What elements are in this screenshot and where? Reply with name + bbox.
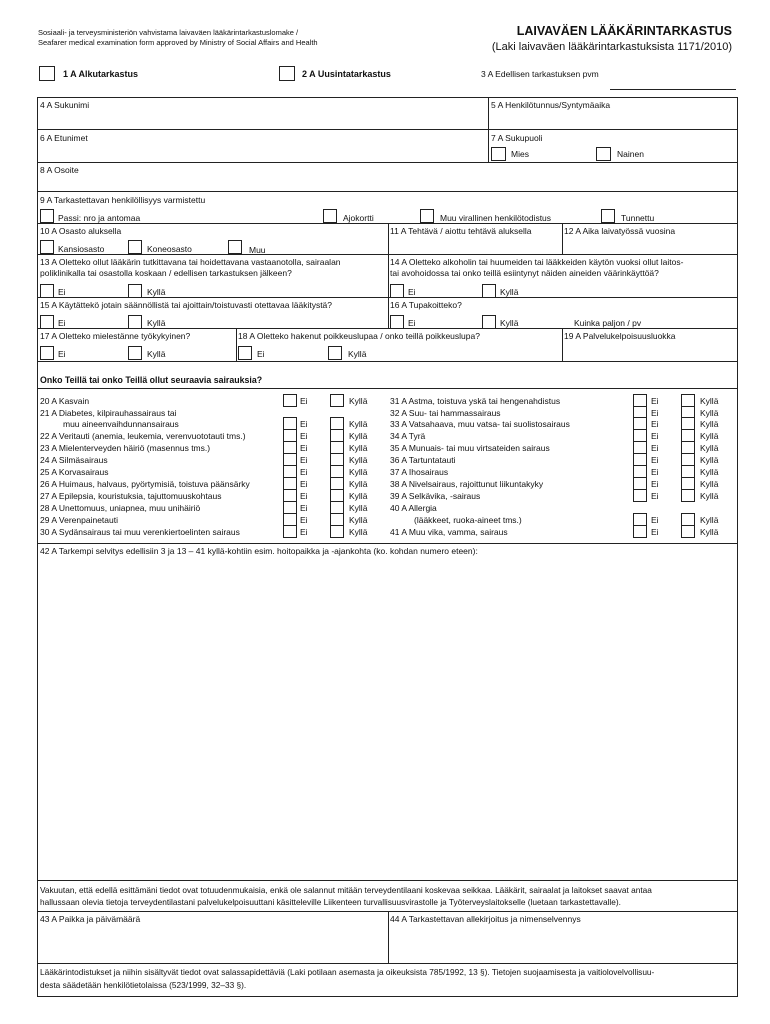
disease-right-label-3: 34 A Tyrä (390, 431, 426, 441)
disease-left-yes-label-4: Kyllä (349, 443, 368, 453)
disease-right-label-2: 33 A Vatsahaava, muu vatsa- tai suolistosairaus (390, 419, 570, 429)
disease-left-no-label-9: Ei (300, 503, 308, 513)
footer-line2: desta säädetään henkilötietolaissa (523/1999, 32–33 §). (40, 980, 247, 990)
ssn-label: 5 A Henkilötunnus/Syntymäaika (491, 100, 611, 110)
disease-left-label-2: muu aineenvaihdunnansairaus (63, 419, 179, 429)
signature-label: 44 A Tarkastettavan allekirjoitus ja nimenselvennys (390, 914, 581, 924)
disease-right-no-label-4: Ei (651, 443, 659, 453)
disease-right-no-label-0: Ei (651, 396, 659, 406)
q16-no-label: Ei (408, 318, 416, 328)
disease-right-yes-label-5: Kyllä (700, 455, 719, 465)
disease-left-no-label-2: Ei (300, 419, 308, 429)
deck-dept-label: Kansiosasto (58, 244, 105, 254)
engine-dept-label: Koneosasto (147, 244, 192, 254)
address-label: 8 A Osoite (40, 165, 79, 175)
q15-yes-checkbox[interactable] (128, 315, 142, 329)
disease-right-yes-label-0: Kyllä (700, 396, 719, 406)
disease-left-no-label-0: Ei (300, 396, 308, 406)
disease-right-no-label-5: Ei (651, 455, 659, 465)
disease-left-no-label-5: Ei (300, 455, 308, 465)
disease-right-yes-label-4: Kyllä (700, 443, 719, 453)
q16-label: 16 A Tupakoitteko? (390, 300, 462, 310)
disease-right-yes-label-11: Kyllä (700, 527, 719, 537)
service-class-field[interactable] (564, 341, 735, 360)
q15-label: 15 A Käytättekö jotain säännöllistä tai ajoittain/toistuvasti otettavaa lääkitystä? (40, 300, 333, 310)
initial-exam-checkbox[interactable] (39, 66, 55, 81)
q13-line1: 13 A Oletteko ollut lääkärin tutkittavana tai hoidettavana vastaanotolla, sairaalan (40, 257, 341, 267)
disease-left-no-label-8: Ei (300, 491, 308, 501)
other-id-checkbox[interactable] (420, 209, 434, 223)
disease-left-no-label-10: Ei (300, 515, 308, 525)
q18-no-label: Ei (257, 349, 265, 359)
q14-no-checkbox[interactable] (390, 284, 404, 298)
disease-right-yes-label-3: Kyllä (700, 431, 719, 441)
disease-left-yes-checkbox-11[interactable] (330, 525, 344, 538)
disease-right-no-label-2: Ei (651, 419, 659, 429)
q18-no-checkbox[interactable] (238, 346, 252, 360)
declaration-line1: Vakuutan, että edellä esittämäni tiedot ovat totuudenmukaisia, enkä ole salannut mitään terveydentilaani koskevaa seikkaa. Lääkärit, sairaalat ja laitokset saavat antaa (40, 885, 652, 895)
disease-right-label-4: 35 A Munuais- tai muu virtsateiden sairaus (390, 443, 550, 453)
disease-right-yes-label-1: Kyllä (700, 408, 719, 418)
q15-no-label: Ei (58, 318, 66, 328)
passport-checkbox[interactable] (40, 209, 54, 223)
disease-right-no-label-6: Ei (651, 467, 659, 477)
q18-label: 18 A Oletteko hakenut poikkeuslupaa / onko teillä poikkeuslupa? (238, 331, 480, 341)
disease-left-label-9: 28 A Unettomuus, uniapnea, muu unihäiriö (40, 503, 201, 513)
service-class-label: 19 A Palvelukelpoisuusluokka (564, 331, 676, 341)
q17-no-label: Ei (58, 349, 66, 359)
identity-verified-label: 9 A Tarkastettavan henkilöllisyys varmistettu (40, 195, 206, 205)
q14-line1: 14 A Oletteko alkoholin tai huumeiden tai lääkkeiden käytön vuoksi ollut laitos- (390, 257, 684, 267)
driving-licence-label: Ajokortti (343, 213, 374, 223)
renewal-exam-label: 2 A Uusintatarkastus (302, 69, 391, 79)
disease-right-no-checkbox-8[interactable] (633, 489, 647, 502)
declaration-line2: hallussaan olevia tietoja terveydentilastani palvelukelpoisuuttani käsitteleville Liikenteen turvallisuusvirastolle ja Työterveyslaitokselle (luetaan tarkastettavalle). (40, 897, 621, 907)
q16-amount-label: Kuinka paljon / pv (574, 318, 642, 328)
gender-female-label: Nainen (617, 149, 644, 159)
disease-right-no-label-3: Ei (651, 431, 659, 441)
disease-right-no-label-8: Ei (651, 491, 659, 501)
signature-field[interactable] (390, 924, 735, 962)
ssn-field[interactable] (490, 110, 735, 128)
disease-left-yes-label-6: Kyllä (349, 467, 368, 477)
q17-label: 17 A Oletteko mielestänne työkykyinen? (40, 331, 191, 341)
disease-right-no-label-10: Ei (651, 515, 659, 525)
disease-left-label-10: 29 A Verenpainetauti (40, 515, 118, 525)
duty-on-board-label: 11 A Tehtävä / aiottu tehtävä aluksella (390, 226, 532, 236)
q13-line2: poliklinikalla tai osastolla koskaan / edellisen tarkastuksen jälkeen? (40, 268, 292, 278)
disease-right-no-checkbox-11[interactable] (633, 525, 647, 538)
disease-left-label-8: 27 A Epilepsia, kouristuksia, tajuttomuuskohtaus (40, 491, 222, 501)
disease-left-label-1: 21 A Diabetes, kilpirauhassairaus tai (40, 408, 177, 418)
disease-left-no-label-7: Ei (300, 479, 308, 489)
disease-left-no-label-3: Ei (300, 431, 308, 441)
q14-line2: tai avohoidossa tai onko teillä esiintynyt näiden aineiden väärinkäyttöä? (390, 268, 659, 278)
disease-left-no-label-4: Ei (300, 443, 308, 453)
q17-no-checkbox[interactable] (40, 346, 54, 360)
disease-left-no-label-6: Ei (300, 467, 308, 477)
first-names-field[interactable] (38, 143, 487, 161)
q14-yes-checkbox[interactable] (482, 284, 496, 298)
disease-right-label-8: 39 A Selkävika, -sairaus (390, 491, 481, 501)
place-date-label: 43 A Paikka ja päivämäärä (40, 914, 141, 924)
disease-left-yes-label-11: Kyllä (349, 527, 368, 537)
disease-left-label-6: 25 A Korvasairaus (40, 467, 109, 477)
disease-right-yes-label-8: Kyllä (700, 491, 719, 501)
diseases-heading: Onko Teillä tai onko Teillä ollut seuraavia sairauksia? (40, 375, 263, 385)
ministry-line-2: Seafarer medical examination form approved by Ministry of Social Affairs and Health (38, 38, 318, 47)
q42-label: 42 A Tarkempi selvitys edellisiin 3 ja 13 – 41 kyllä-kohtiin esim. hoitopaikka ja -ajankohta (ko. kohdan numero eteen): (40, 546, 478, 556)
disease-right-label-6: 37 A Ihosairaus (390, 467, 449, 477)
q42-details-area[interactable] (38, 557, 735, 878)
ministry-line-1: Sosiaali- ja terveysministeriön vahvistama laivaväen lääkärintarkastuslomake / (38, 28, 299, 37)
q17-yes-checkbox[interactable] (128, 346, 142, 360)
disease-left-no-checkbox-11[interactable] (283, 525, 297, 538)
disease-left-no-label-11: Ei (300, 527, 308, 537)
disease-right-yes-checkbox-11[interactable] (681, 525, 695, 538)
known-person-checkbox[interactable] (601, 209, 615, 223)
disease-right-label-5: 36 A Tartuntatauti (390, 455, 456, 465)
place-date-field[interactable] (38, 924, 386, 962)
q16-yes-checkbox[interactable] (482, 315, 496, 329)
disease-right-label-11: 41 A Muu vika, vamma, sairaus (390, 527, 508, 537)
disease-right-no-label-7: Ei (651, 479, 659, 489)
years-at-sea-label: 12 A Aika laivatyössä vuosina (564, 226, 676, 236)
disease-left-yes-label-0: Kyllä (349, 396, 368, 406)
disease-left-yes-label-5: Kyllä (349, 455, 368, 465)
engine-dept-checkbox[interactable] (128, 240, 142, 254)
other-id-label: Muu virallinen henkilötodistus (440, 213, 552, 223)
disease-left-label-3: 22 A Veritauti (anemia, leukemia, verenvuototauti tms.) (40, 431, 246, 441)
duty-on-board-field[interactable] (390, 236, 560, 253)
q13-no-label: Ei (58, 287, 66, 297)
previous-exam-date-label: 3 A Edellisen tarkastuksen pvm (481, 69, 599, 79)
previous-exam-date-line[interactable] (610, 89, 736, 90)
first-names-label: 6 A Etunimet (40, 133, 88, 143)
disease-right-no-label-1: Ei (651, 408, 659, 418)
disease-left-yes-label-3: Kyllä (349, 431, 368, 441)
q16-yes-label: Kyllä (500, 318, 519, 328)
known-person-label: Tunnettu (621, 213, 655, 223)
form-subtitle: (Laki laivaväen lääkärintarkastuksista 1171/2010) (491, 41, 732, 53)
disease-right-label-10: (lääkkeet, ruoka-aineet tms.) (414, 515, 522, 525)
q15-yes-label: Kyllä (147, 318, 166, 328)
gender-male-label: Mies (511, 149, 529, 159)
disease-left-label-0: 20 A Kasvain (40, 396, 90, 406)
other-dept-label: Muu (249, 245, 266, 255)
q18-yes-checkbox[interactable] (328, 346, 342, 360)
deck-dept-checkbox[interactable] (40, 240, 54, 254)
surname-label: 4 A Sukunimi (40, 100, 90, 110)
disease-left-label-11: 30 A Sydänsairaus tai muu verenkiertoelinten sairaus (40, 527, 240, 537)
q18-yes-label: Kyllä (348, 349, 367, 359)
disease-right-label-9: 40 A Allergia (390, 503, 437, 513)
disease-right-yes-label-2: Kyllä (700, 419, 719, 429)
disease-right-yes-label-6: Kyllä (700, 467, 719, 477)
gender-label: 7 A Sukupuoli (491, 133, 543, 143)
q13-no-checkbox[interactable] (40, 284, 54, 298)
passport-label: Passi: nro ja antomaa (58, 213, 141, 223)
form-title: LAIVAVÄEN LÄÄKÄRINTARKASTUS (516, 24, 732, 38)
q14-yes-label: Kyllä (500, 287, 519, 297)
q14-no-label: Ei (408, 287, 416, 297)
disease-left-yes-label-10: Kyllä (349, 515, 368, 525)
driving-licence-checkbox[interactable] (323, 209, 337, 223)
q13-yes-checkbox[interactable] (128, 284, 142, 298)
disease-left-no-checkbox-0[interactable] (283, 394, 297, 407)
address-field[interactable] (38, 175, 735, 190)
disease-right-label-0: 31 A Astma, toistuva yskä tai hengenahdistus (390, 396, 561, 406)
disease-right-yes-label-7: Kyllä (700, 479, 719, 489)
q13-yes-label: Kyllä (147, 287, 166, 297)
disease-right-yes-checkbox-8[interactable] (681, 489, 695, 502)
disease-left-yes-label-7: Kyllä (349, 479, 368, 489)
disease-right-label-7: 38 A Nivelsairaus, rajoittunut liikuntakyky (390, 479, 544, 489)
footer-line1: Lääkärintodistukset ja niihin sisältyvät tiedot ovat salassapidettäviä (Laki potilaan asemasta ja oikeuksista 785/1992, 13 §). Tietojen suojaamisesta ja vaitiolovelvollisuu- (40, 967, 655, 977)
renewal-exam-checkbox[interactable] (279, 66, 295, 81)
disease-right-label-1: 32 A Suu- tai hammassairaus (390, 408, 501, 418)
disease-left-label-7: 26 A Huimaus, halvaus, pyörtymisiä, toistuva päänsärky (40, 479, 250, 489)
department-label: 10 A Osasto aluksella (40, 226, 122, 236)
disease-left-yes-checkbox-0[interactable] (330, 394, 344, 407)
gender-female-checkbox[interactable] (596, 147, 611, 161)
disease-right-yes-label-10: Kyllä (700, 515, 719, 525)
disease-left-yes-label-9: Kyllä (349, 503, 368, 513)
q17-yes-label: Kyllä (147, 349, 166, 359)
initial-exam-label: 1 A Alkutarkastus (63, 69, 139, 79)
disease-right-no-label-11: Ei (651, 527, 659, 537)
q16-no-checkbox[interactable] (390, 315, 404, 329)
years-at-sea-field[interactable] (564, 236, 735, 253)
disease-left-label-5: 24 A Silmäsairaus (40, 455, 108, 465)
disease-left-yes-label-2: Kyllä (349, 419, 368, 429)
surname-field[interactable] (38, 110, 487, 128)
gender-male-checkbox[interactable] (491, 147, 506, 161)
disease-left-label-4: 23 A Mielenterveyden häiriö (masennus tms.) (40, 443, 211, 453)
other-dept-checkbox[interactable] (228, 240, 242, 254)
q15-no-checkbox[interactable] (40, 315, 54, 329)
disease-left-yes-label-8: Kyllä (349, 491, 368, 501)
